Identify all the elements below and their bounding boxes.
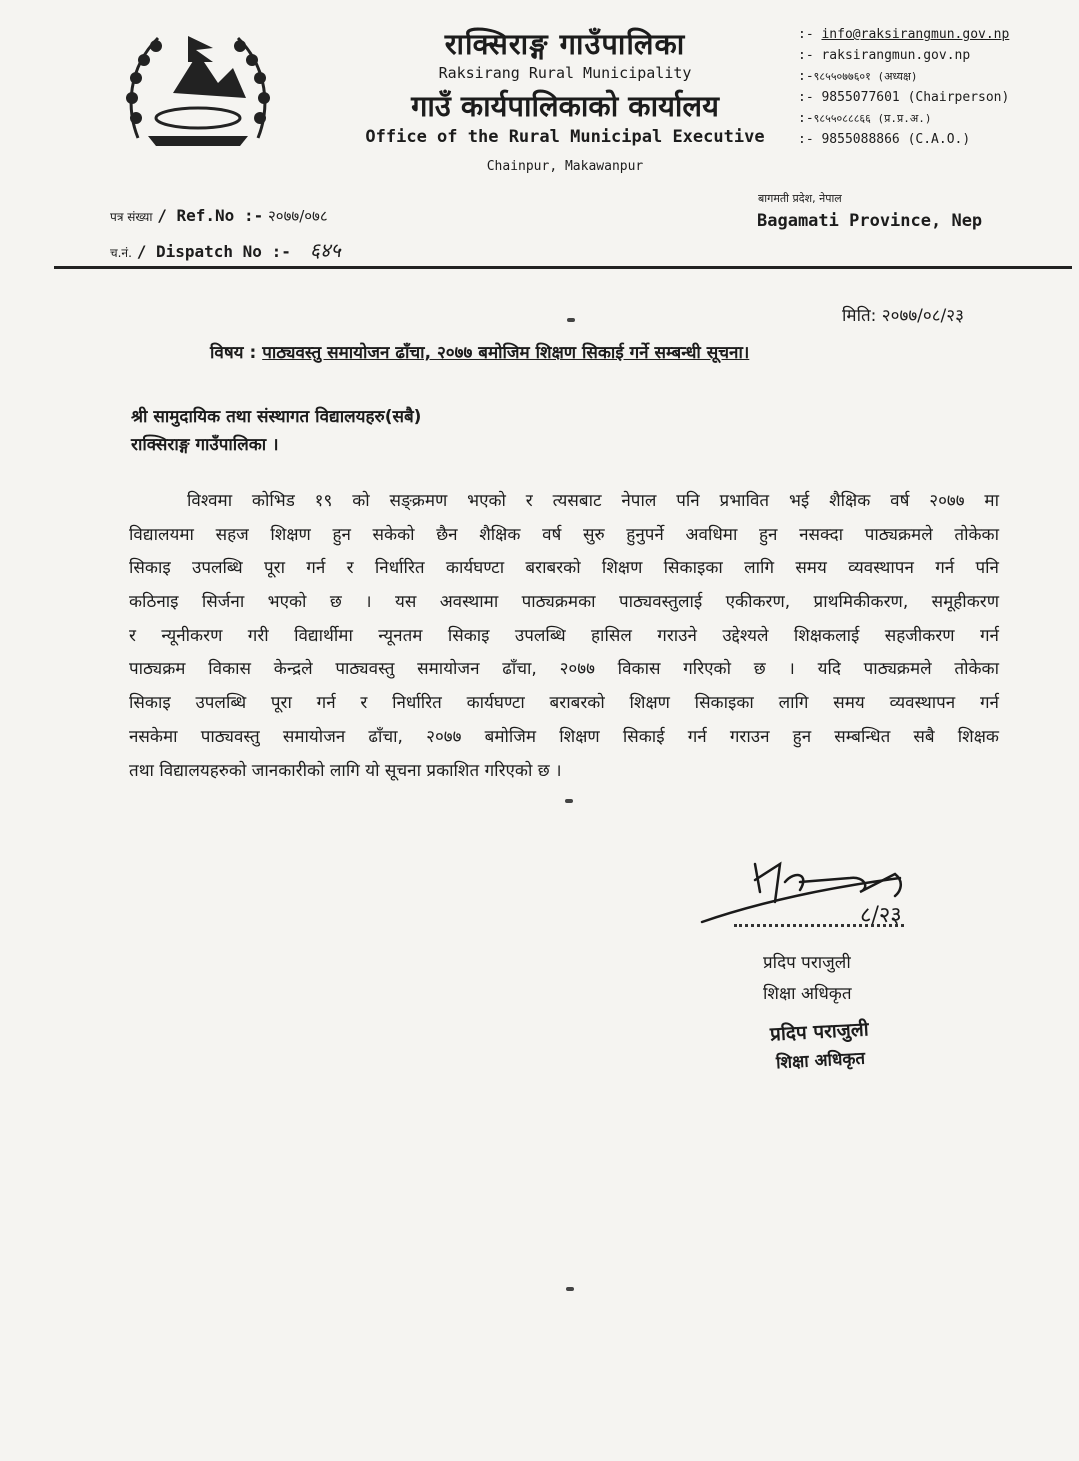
letterhead-title-block: [330, 26, 800, 176]
scan-speck: [567, 318, 575, 322]
letter-body: [129, 485, 999, 788]
body-line: सिकाइ उपलब्धि पूरा गर्न र निर्धारित कार्यघण्टा बराबरको शिक्षण सिकाइका लागि समय व्यवस्थापन गर्न पनि: [129, 558, 999, 579]
contact-list: [798, 24, 1073, 150]
office-name-ne: गाउँ कार्यपालिकाको कार्यालय: [411, 89, 719, 123]
stamp-title: शिक्षा अधिकृत: [775, 1048, 866, 1074]
signature-dotted-line: [734, 924, 904, 927]
recipient-line-2: राक्सिराङ्ग गाउँपालिका ।: [131, 435, 279, 455]
contact-website[interactable]: :- raksirangmun.gov.np: [798, 48, 971, 63]
contact-email[interactable]: :- info@raksirangmun.gov.np: [798, 27, 1010, 42]
body-line: पाठ्यक्रम विकास केन्द्रले पाठ्यवस्तु समायोजन ढाँचा, २०७७ विकास गरिएको छ । यदि पाठ्यक्रमले तोकेका: [129, 659, 999, 680]
body-line: नसकेमा पाठ्यवस्तु समायोजन ढाँचा, २०७७ बमोजिम शिक्षण सिकाई गर्न गराउन हुन सम्बन्धित सबै शिक्षक: [129, 726, 999, 747]
nepal-emblem-icon: [118, 18, 278, 158]
scan-speck: [566, 1287, 574, 1291]
municipality-name-en: Raksirang Rural Municipality: [438, 64, 692, 82]
reference-number: पत्र संख्या / Ref.No :- २०७७/०७८: [110, 206, 328, 225]
body-line: र न्यूनीकरण गरी विद्यार्थीमा न्यूनतम सिकाइ उपलब्धि हासिल गराउने उद्देश्यले शिक्षकलाई सहजीकरण गर्न: [129, 625, 999, 646]
recipient-line-1: श्री सामुदायिक तथा संस्थागत विद्यालयहरु(सबै): [131, 407, 422, 427]
office-name-en: Office of the Rural Municipal Executive: [365, 127, 765, 147]
contact-phone-cao-en: :- 9855088866 (C.A.O.): [798, 132, 971, 147]
contact-phone-chair-en: :- 9855077601 (Chairperson): [798, 90, 1010, 105]
municipality-name-ne: राक्सिराङ्ग गाउँपालिका: [444, 27, 686, 61]
contact-phone-cao-ne: :-९८५५०८८८६६ (प्र.प्र.अ.): [798, 111, 932, 126]
stamp-name: प्रदिप पराजुली: [769, 1018, 870, 1046]
header-divider: [54, 266, 1072, 269]
province-ne: बागमती प्रदेश, नेपाल: [758, 192, 842, 205]
letter-date: मिति: २०७७/०८/२३: [842, 306, 964, 326]
body-line: कठिनाइ सिर्जना भएको छ । यस अवस्थामा पाठ्यक्रमका पाठ्यवस्तुलाई एकीकरण, प्राथमिकीकरण, समूहीकरण: [129, 592, 999, 613]
body-line: तथा विद्यालयहरुको जानकारीको लागि यो सूचना प्रकाशित गरिएको छ ।: [129, 760, 562, 781]
signatory-title: शिक्षा अधिकृत: [763, 984, 852, 1004]
body-line: सिकाइ उपलब्धि पूरा गर्न र निर्धारित कार्यघण्टा बराबरको शिक्षण सिकाइका लागि समय व्यवस्थापन गर्न: [129, 693, 999, 714]
province-en: Bagamati Province, Nep: [757, 211, 983, 231]
office-address: Chainpur, Makawanpur: [486, 159, 644, 174]
handwritten-signature: [700, 852, 960, 932]
svg-text:८/२३: ८/२३: [860, 903, 902, 928]
letter-subject: विषय : पाठ्यवस्तु समायोजन ढाँचा, २०७७ बमोजिम शिक्षण सिकाई गर्ने सम्बन्धी सूचना।: [210, 343, 750, 363]
signatory-name: प्रदिप पराजुली: [763, 953, 851, 973]
dispatch-number: च.नं. / Dispatch No :- ६४५: [110, 238, 341, 262]
contact-phone-chair-ne: :-९८५५०७७६०१ (अध्यक्ष): [798, 69, 918, 84]
body-line: विद्यालयमा सहज शिक्षण हुन सकेको छैन शैक्षिक वर्ष सुरु हुनुपर्ने अवधिमा हुन नसक्दा पाठ्यक्रमले तोकेका: [129, 524, 999, 545]
scan-speck: [565, 799, 573, 803]
body-line: विश्वमा कोभिड १९ को सङ्क्रमण भएको र त्यसबाट नेपाल पनि प्रभावित भई शैक्षिक वर्ष २०७७ मा: [187, 491, 999, 511]
